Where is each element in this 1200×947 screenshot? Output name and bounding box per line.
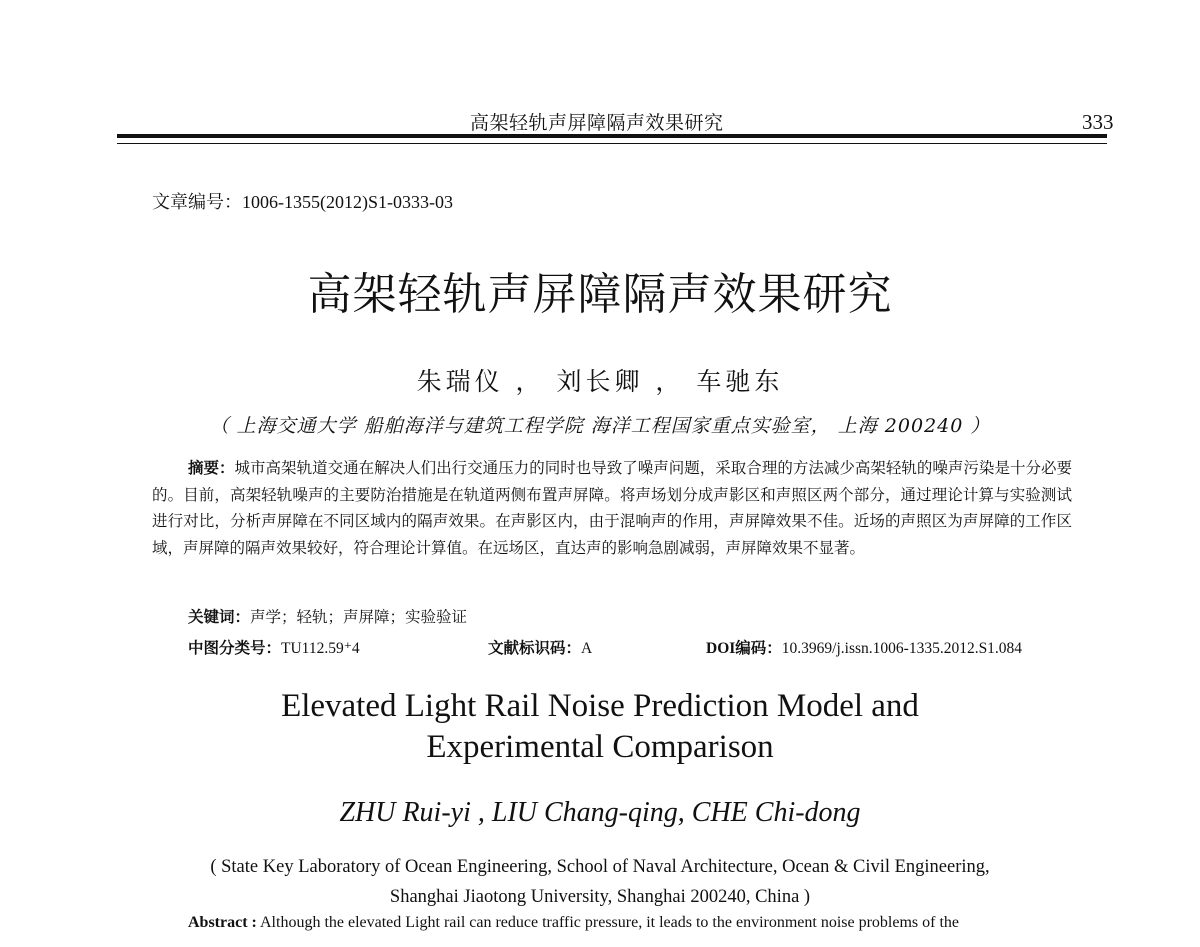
affiliation-en-line2: Shanghai Jiaotong University, Shanghai 200240, China ) xyxy=(389,887,811,907)
doi-label: DOI编码： xyxy=(706,640,782,657)
running-head-title: 高架轻轨声屏障隔声效果研究 xyxy=(470,112,724,134)
affiliation-cn: （ 上海交通大学 船舶海洋与建筑工程学院 海洋工程国家重点实验室， 上海 200240 ） xyxy=(209,415,991,437)
clc-number xyxy=(188,636,360,658)
article-number: 文章编号：1006-1355(2012)S1-0333-03 xyxy=(152,192,453,212)
keywords-cn-label: 关键词： xyxy=(188,607,251,626)
page-number: 333 xyxy=(1082,110,1114,134)
clc-label: 中图分类号： xyxy=(188,640,282,657)
doi-value: 10.3969/j.issn.1006-1335.2012.S1.084 xyxy=(781,640,1023,657)
authors-cn: 朱瑞仪 ， 刘长卿 ， 车驰东 xyxy=(416,367,784,396)
doi xyxy=(706,636,1022,658)
abstract-en-label: Abstract : xyxy=(188,914,257,931)
clc-value: TU112.59⁺4 xyxy=(281,640,360,657)
document-code-value: A xyxy=(581,640,593,657)
paper-title-cn: 高架轻轨声屏障隔声效果研究 xyxy=(307,269,893,320)
keywords-cn xyxy=(188,605,467,627)
abstract-cn xyxy=(152,455,1072,561)
authors-en: ZHU Rui-yi , LIU Chang-qing, CHE Chi-dong xyxy=(339,797,861,828)
affiliation-en-line1: ( State Key Laboratory of Ocean Engineering, School of Naval Architecture, Ocean & Civil Engineering, xyxy=(210,857,990,877)
affiliation-en xyxy=(0,852,1200,912)
abstract-en xyxy=(188,914,1088,932)
paper-title-en-line2: Experimental Comparison xyxy=(426,729,774,765)
paper-title-en xyxy=(0,686,1200,768)
document-code xyxy=(488,636,592,658)
paper-title-en-line1: Elevated Light Rail Noise Prediction Model and xyxy=(281,688,919,724)
abstract-cn-text: 城市高架轨道交通在解决人们出行交通压力的同时也导致了噪声问题，采取合理的方法减少高架轻轨的噪声污染是十分必要的。目前，高架轻轨噪声的主要防治措施是在轨道两侧布置声屏障。将声场划分成声影区和声照区两个部分，通过理论计算与实验测试进行对比，分析声屏障在不同区域内的隔声效果。在声影区内，由于混响声的作用，声屏障效果不佳。近场的声照区为声屏障的工作区域，声屏障的隔声效果较好，符合理论计算值。在远场区，直达声的影响急剧减弱，声屏障效果不显著。 xyxy=(152,459,1072,557)
abstract-en-text: Although the elevated Light rail can reduce traffic pressure, it leads to the environment noise problems of the xyxy=(256,914,960,931)
header-rule-thick xyxy=(117,134,1107,138)
document-code-label: 文献标识码： xyxy=(488,640,582,657)
abstract-cn-label: 摘要： xyxy=(188,458,235,477)
keywords-cn-text: 声学；轻轨；声屏障；实验验证 xyxy=(250,608,468,626)
header-rule-thin xyxy=(117,143,1107,144)
